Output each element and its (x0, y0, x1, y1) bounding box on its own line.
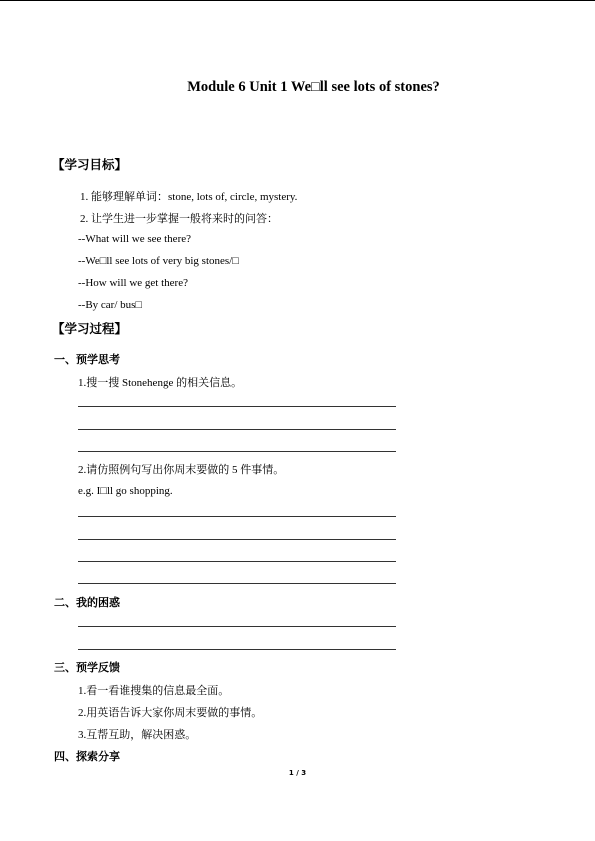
dialog-line-1: --What will we see there? (78, 233, 191, 245)
answer-line[interactable] (78, 539, 396, 540)
answer-line[interactable] (78, 649, 396, 650)
answer-line[interactable] (78, 516, 396, 517)
part3-heading: 三、预学反馈 (54, 661, 120, 674)
answer-line[interactable] (78, 626, 396, 627)
dialog-line-2: --We□ll see lots of very big stones/□ (78, 255, 239, 267)
part1-question-1: 1.搜一搜 Stonehenge 的相关信息。 (78, 377, 243, 389)
part4-heading: 四、探索分享 (54, 750, 120, 763)
part3-item-3: 3.互帮互助，解决困惑。 (78, 729, 197, 741)
part2-heading: 二、我的困惑 (54, 596, 120, 609)
answer-line[interactable] (78, 451, 396, 452)
part3-item-1: 1.看一看谁搜集的信息最全面。 (78, 685, 230, 697)
dialog-line-3: --How will we get there? (78, 277, 188, 289)
answer-line[interactable] (78, 583, 396, 584)
answer-line[interactable] (78, 429, 396, 430)
goal-item-2: 2. 让学生进一步掌握一般将来时的问答： (80, 213, 278, 225)
page-number: 1 / 3 (288, 769, 307, 777)
answer-line[interactable] (78, 406, 396, 407)
goals-heading: 【学习目标】 (52, 157, 128, 172)
goal-item-1: 1. 能够理解单词：stone, lots of, circle, mystery. (80, 191, 298, 203)
page-title: Module 6 Unit 1 We□ll see lots of stones? (187, 79, 440, 95)
page-top-border (0, 0, 595, 1)
part1-example: e.g. I□ll go shopping. (78, 485, 173, 497)
answer-line[interactable] (78, 561, 396, 562)
part1-question-2: 2.请仿照例句写出你周末要做的 5 件事情。 (78, 464, 285, 476)
part1-heading: 一、预学思考 (54, 353, 120, 366)
process-heading: 【学习过程】 (52, 321, 128, 336)
part3-item-2: 2.用英语告诉大家你周末要做的事情。 (78, 707, 263, 719)
dialog-line-4: --By car/ bus□ (78, 299, 143, 311)
